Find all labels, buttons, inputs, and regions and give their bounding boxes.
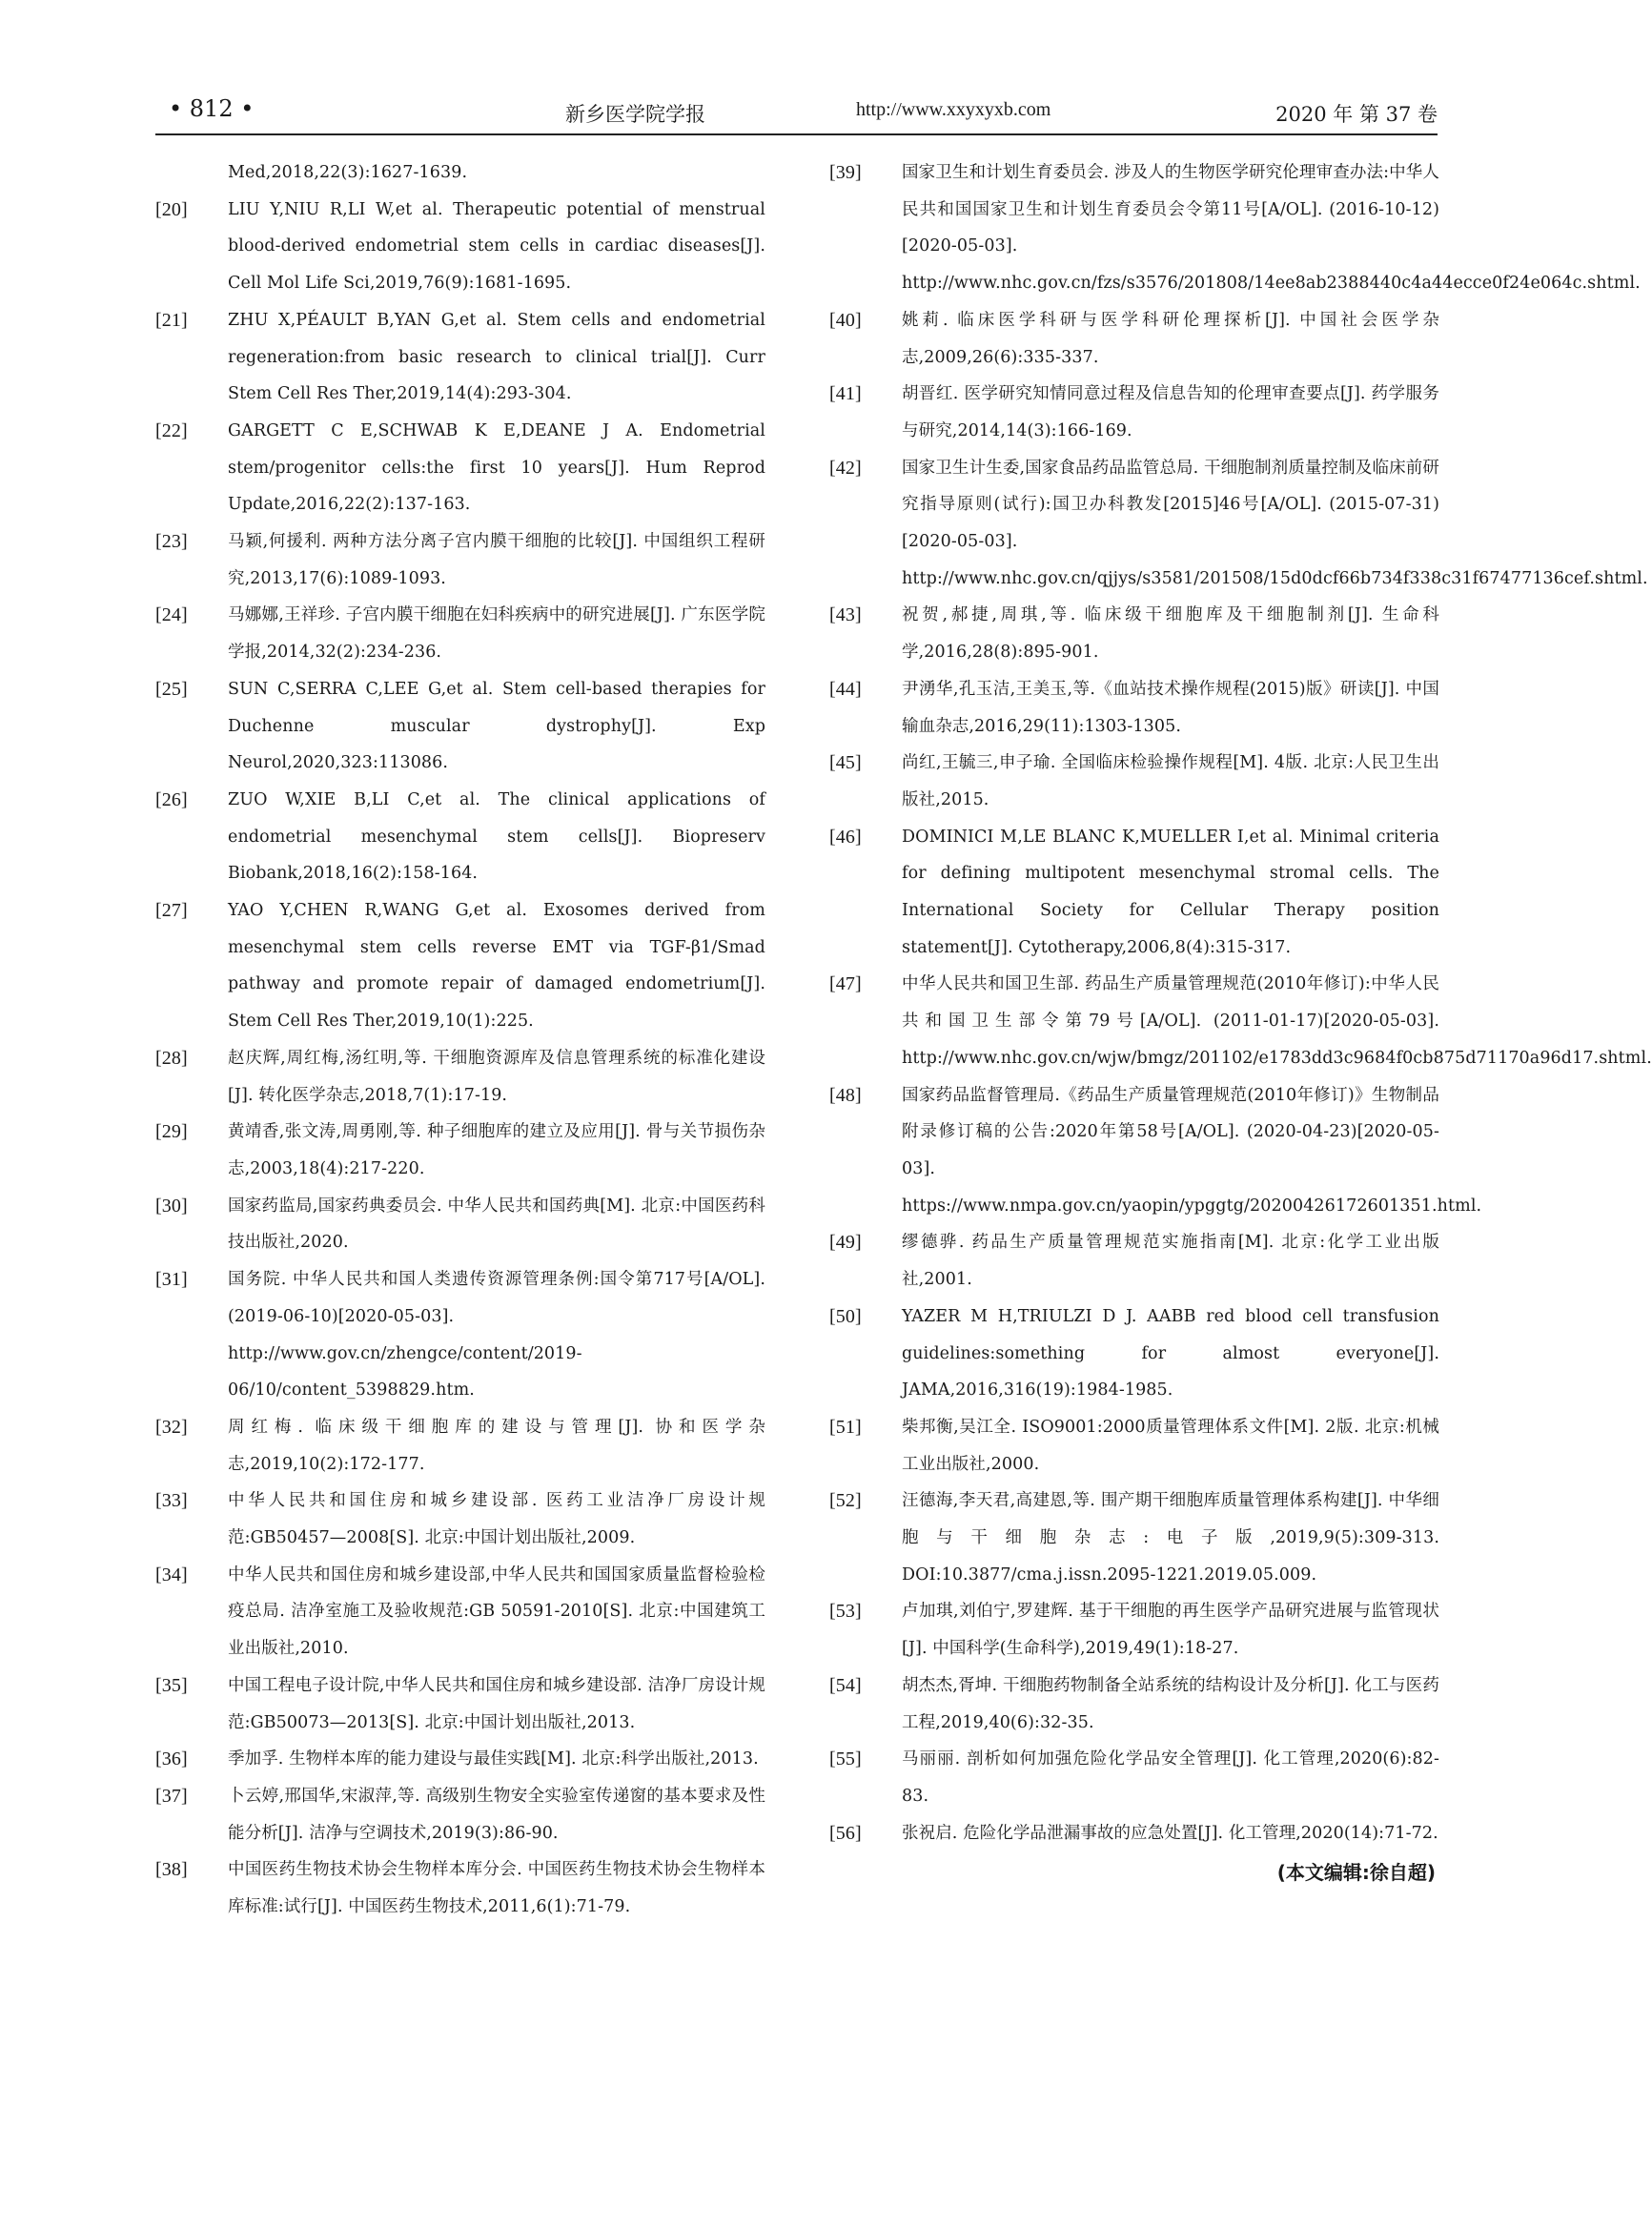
reference-item (829, 1667, 1439, 1741)
reference-item (829, 1224, 1439, 1298)
reference-item (829, 1593, 1439, 1667)
reference-number: [20] (155, 198, 188, 220)
reference-text: 姚莉. 临床医学科研与医学科研伦理探析[J]. 中国社会医学杂志,2009,26(6):335-337. (902, 310, 1439, 367)
reference-text: 国家卫生和计划生育委员会. 涉及人的生物医学研究伦理审查办法:中华人民共和国国家卫生和计划生育委员会令第11号[A/OL]. (2016-10-12)[2020-05-03]. http://www.nhc.gov.cn/fzs/s3576/201808/14ee8ab2388440c4a44ecce0f24e064c.shtml. (902, 163, 1641, 294)
reference-number: [39] (829, 162, 862, 183)
reference-item (155, 1778, 765, 1851)
reference-text: YAZER M H,TRIULZI D J. AABB red blood cell transfusion guidelines:something for almost everyone[J]. JAMA,2016,316(19):1984-1985. (902, 1306, 1439, 1401)
reference-number: [50] (829, 1305, 862, 1327)
reference-number: [42] (829, 457, 862, 479)
reference-number: [53] (829, 1601, 862, 1623)
reference-item (829, 302, 1439, 376)
reference-text: 张祝启. 危险化学品泄漏事故的应急处置[J]. 化工管理,2020(14):71-72. (902, 1823, 1438, 1843)
reference-item (829, 1741, 1439, 1814)
reference-number: [21] (155, 309, 188, 331)
reference-number: [23] (155, 531, 188, 553)
reference-item (829, 154, 1641, 302)
reference-number: [55] (829, 1748, 862, 1770)
reference-item (829, 1815, 1439, 1852)
right-reference-column (829, 154, 1652, 1892)
reference-text: 尹湧华,孔玉洁,王美玉,等.《血站技术操作规程(2015)版》研读[J]. 中国输血杂志,2016,29(11):1303-1305. (902, 679, 1439, 736)
reference-item (155, 302, 765, 413)
journal-title: 新乡医学院学报 (565, 103, 705, 126)
reference-text: 卜云婷,邢国华,宋淑萍,等. 高级别生物安全实验室传递窗的基本要求及性能分析[J]. 洁净与空调技术,2019(3):86-90. (228, 1786, 765, 1843)
reference-number: [35] (155, 1674, 188, 1696)
reference-item (155, 1483, 765, 1556)
page-header (155, 93, 1438, 135)
reference-text: 黄靖香,张文涛,周勇刚,等. 种子细胞库的建立及应用[J]. 骨与关节损伤杂志,2003,18(4):217-220. (228, 1122, 765, 1178)
issue-info: 2020 年 第 37 卷 (1275, 103, 1438, 126)
reference-text: 国务院. 中华人民共和国人类遗传资源管理条例:国令第717号[A/OL]. (2019-06-10)[2020-05-03]. http://www.gov.cn/zhengce/content/2019-06/10/content_5398829.htm. (228, 1270, 765, 1401)
reference-item (829, 1409, 1439, 1483)
reference-number: [28] (155, 1047, 188, 1069)
reference-text: YAO Y,CHEN R,WANG G,et al. Exosomes derived from mesenchymal stem cells reverse EMT via TGF-β1/Smad pathway and promote repair of damaged endometrium[J]. Stem Cell Res Ther,2019,10(1):225. (228, 901, 765, 1032)
reference-text: 国家卫生计生委,国家食品药品监管总局. 干细胞制剂质量控制及临床前研究指导原则(试行):国卫办科教发[2015]46号[A/OL]. (2015-07-31)[2020-05-03]. http://www.nhc.gov.cn/qjjys/s3581/201508/15d0dcf66b734f338c31f67477136cef.shtml. (902, 458, 1648, 588)
reference-text: 国家药品监督管理局.《药品生产质量管理规范(2010年修订)》生物制品附录修订稿的公告:2020年第58号[A/OL]. (2020-04-23)[2020-05-03]. https://www.nmpa.gov.cn/yaopin/ypggtg/20200426172601351.html. (902, 1085, 1482, 1216)
reference-text: ZHU X,PÉAULT B,YAN G,et al. Stem cells and endometrial regeneration:from basic research to clinical trial[J]. Curr Stem Cell Res Ther,2019,14(4):293-304. (228, 310, 765, 404)
reference-item (829, 597, 1439, 670)
reference-number: [30] (155, 1195, 188, 1217)
reference-number: [44] (829, 678, 862, 700)
reference-text: 国家药监局,国家药典委员会. 中华人民共和国药典[M]. 北京:中国医药科技出版社,2020. (228, 1196, 765, 1253)
reference-text: 祝贺,郝捷,周琪,等. 临床级干细胞库及干细胞制剂[J]. 生命科学,2016,28(8):895-901. (902, 605, 1439, 663)
reference-item (829, 671, 1439, 745)
left-reference-column (155, 154, 765, 1926)
reference-text: 柴邦衡,吴江全. ISO9001:2000质量管理体系文件[M]. 2版. 北京:机械工业出版社,2000. (902, 1417, 1439, 1474)
reference-text: 季加孚. 生物样本库的能力建设与最佳实践[M]. 北京:科学出版社,2013. (228, 1749, 759, 1769)
reference-number: [26] (155, 788, 188, 810)
editor-note: (本文编辑:徐自超) (1276, 1861, 1436, 1885)
reference-number: [31] (155, 1269, 188, 1291)
reference-text: 周红梅. 临床级干细胞库的建设与管理[J]. 协和医学杂志,2019,10(2):172-177. (228, 1417, 765, 1474)
reference-item (829, 1483, 1439, 1593)
page-number: • 812 • (169, 95, 255, 122)
reference-item (829, 1299, 1439, 1409)
reference-number: [54] (829, 1674, 862, 1696)
reference-item (829, 966, 1652, 1076)
reference-number: [43] (829, 604, 862, 626)
reference-number: [49] (829, 1232, 862, 1254)
reference-number: [45] (829, 752, 862, 774)
reference-text: DOMINICI M,LE BLANC K,MUELLER I,et al. Minimal criteria for defining multipotent mesenchymal stromal cells. The International Society for Cellular Therapy position statement[J]. Cytotherapy,2006,8(4):315-317. (902, 827, 1439, 957)
reference-item (155, 523, 765, 597)
reference-number: [34] (155, 1564, 188, 1585)
reference-number: [29] (155, 1121, 188, 1143)
reference-item (155, 1409, 765, 1483)
reference-number: [56] (829, 1822, 862, 1844)
reference-text: 马丽丽. 剖析如何加强危险化学品安全管理[J]. 化工管理,2020(6):82-83. (902, 1749, 1439, 1806)
reference-number: [38] (155, 1859, 188, 1881)
reference-item (155, 154, 765, 192)
reference-item (155, 192, 765, 302)
reference-number: [37] (155, 1785, 188, 1807)
reference-text: 马颖,何援利. 两种方法分离子宫内膜干细胞的比较[J]. 中国组织工程研究,2013,17(6):1089-1093. (228, 532, 765, 588)
reference-item (155, 413, 765, 523)
reference-text: SUN C,SERRA C,LEE G,et al. Stem cell-based therapies for Duchenne muscular dystrophy[J]. Exp Neurol,2020,323:113086. (228, 679, 765, 773)
reference-item (155, 1040, 765, 1114)
reference-number: [25] (155, 678, 188, 700)
reference-number: [51] (829, 1416, 862, 1438)
reference-number: [36] (155, 1748, 188, 1770)
reference-number: [52] (829, 1490, 862, 1512)
reference-item (155, 1114, 765, 1187)
reference-text: LIU Y,NIU R,LI W,et al. Therapeutic potential of menstrual blood-derived endometrial stem cells in cardiac diseases[J]. Cell Mol Life Sci,2019,76(9):1681-1695. (228, 199, 765, 294)
reference-number: [41] (829, 383, 862, 405)
reference-item (155, 892, 765, 1040)
reference-number: [22] (155, 419, 188, 441)
reference-text: 胡晋红. 医学研究知情同意过程及信息告知的伦理审查要点[J]. 药学服务与研究,2014,14(3):166-169. (902, 384, 1439, 440)
reference-text: 中国医药生物技术协会生物样本库分会. 中国医药生物技术协会生物样本库标准:试行[J]. 中国医药生物技术,2011,6(1):71-79. (228, 1860, 765, 1917)
reference-item (155, 782, 765, 892)
reference-number: [48] (829, 1084, 862, 1106)
reference-item (155, 597, 765, 670)
reference-text: Med,2018,22(3):1627-1639. (228, 163, 468, 182)
reference-item (155, 671, 765, 782)
reference-number: [32] (155, 1416, 188, 1438)
reference-item (829, 1077, 1482, 1225)
reference-number: [27] (155, 900, 188, 922)
reference-text: 尚红,王毓三,申子瑜. 全国临床检验操作规程[M]. 4版. 北京:人民卫生出版社,2015. (902, 753, 1439, 809)
reference-item (155, 1741, 765, 1778)
reference-number: [47] (829, 973, 862, 995)
reference-text: 赵庆辉,周红梅,汤红明,等. 干细胞资源库及信息管理系统的标准化建设[J]. 转化医学杂志,2018,7(1):17-19. (228, 1048, 765, 1105)
reference-text: 汪德海,李天君,高建恩,等. 围产期干细胞库质量管理体系构建[J]. 中华细胞与干细胞杂志:电子版,2019,9(5):309-313. DOI:10.3877/cma.j.issn.2095-1221.2019.05.009. (902, 1491, 1439, 1585)
reference-text: 缪德骅. 药品生产质量管理规范实施指南[M]. 北京:化学工业出版社,2001. (902, 1233, 1439, 1290)
reference-text: 胡杰杰,胥坤. 干细胞药物制备全站系统的结构设计及分析[J]. 化工与医药工程,2019,40(6):32-35. (902, 1675, 1439, 1732)
reference-item (155, 1261, 765, 1409)
reference-text: 中华人民共和国住房和城乡建设部. 医药工业洁净厂房设计规范:GB50457—2008[S]. 北京:中国计划出版社,2009. (228, 1491, 765, 1548)
reference-text: ZUO W,XIE B,LI C,et al. The clinical applications of endometrial mesenchymal stem cells[J]. Biopreserv Biobank,2018,16(2):158-164. (228, 789, 765, 884)
reference-number: [46] (829, 826, 862, 848)
reference-text: 卢加琪,刘伯宁,罗建辉. 基于干细胞的再生医学产品研究进展与监管现状[J]. 中国科学(生命科学),2019,49(1):18-27. (902, 1602, 1439, 1659)
reference-item (829, 745, 1439, 818)
reference-item (829, 376, 1439, 449)
reference-text: 中华人民共和国卫生部. 药品生产质量管理规范(2010年修订):中华人民共和国卫生部令第79号[A/OL]. (2011-01-17)[2020-05-03]. http://www.nhc.gov.cn/wjw/bmgz/201102/e1783dd3c9684f0cb875d71170a96d17.shtml. (902, 974, 1652, 1068)
reference-item (155, 1667, 765, 1741)
reference-item (829, 450, 1648, 598)
reference-item (155, 1851, 765, 1925)
reference-item (829, 819, 1439, 967)
reference-item (155, 1557, 765, 1667)
reference-number: [24] (155, 604, 188, 626)
reference-text: 马娜娜,王祥珍. 子宫内膜干细胞在妇科疾病中的研究进展[J]. 广东医学院学报,2014,32(2):234-236. (228, 605, 765, 663)
reference-text: 中国工程电子设计院,中华人民共和国住房和城乡建设部. 洁净厂房设计规范:GB50073—2013[S]. 北京:中国计划出版社,2013. (228, 1675, 765, 1732)
journal-url: http://www.xxyxyxb.com (856, 99, 1051, 120)
reference-text: 中华人民共和国住房和城乡建设部,中华人民共和国国家质量监督检验检疫总局. 洁净室施工及验收规范:GB 50591-2010[S]. 北京:中国建筑工业出版社,2010. (228, 1564, 765, 1659)
reference-number: [33] (155, 1490, 188, 1512)
reference-number: [40] (829, 309, 862, 331)
reference-item (155, 1188, 765, 1261)
reference-text: GARGETT C E,SCHWAB K E,DEANE J A. Endometrial stem/progenitor cells:the first 10 years[J]. Hum Reprod Update,2016,22(2):137-163. (228, 420, 765, 515)
